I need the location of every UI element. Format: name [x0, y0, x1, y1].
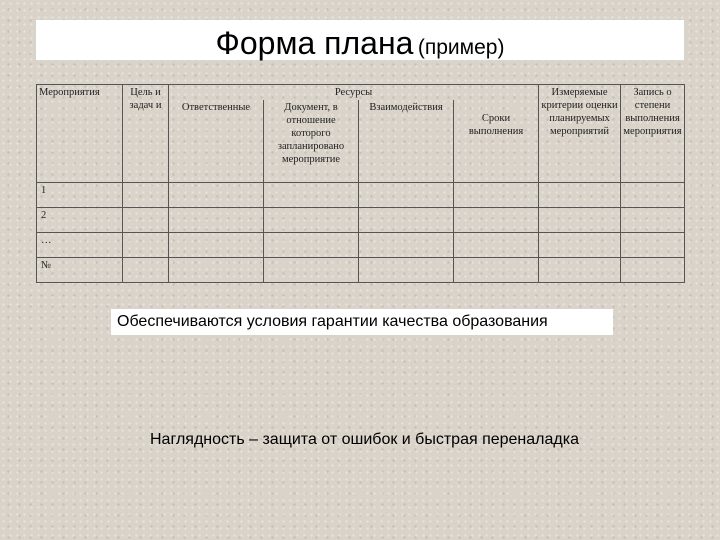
header-responsible: Ответственные	[169, 100, 264, 182]
header-event: Мероприятия	[37, 85, 123, 183]
row-number: №	[37, 257, 123, 282]
quality-note: Обеспечиваются условия гарантии качества образования	[111, 309, 613, 335]
row-number: 1	[37, 182, 123, 207]
title-main: Форма плана	[215, 25, 414, 61]
header-document: Документ, в отношение которого запланировано мероприятие	[264, 100, 359, 182]
slide-title	[36, 20, 684, 60]
header-resources: Ресурсы	[169, 85, 539, 101]
header-row-1	[37, 85, 685, 101]
header-criteria: Измеряемые критерии оценки планируемых мероприятий	[539, 85, 621, 183]
row-number: …	[37, 232, 123, 257]
title-sub: (пример)	[417, 36, 505, 59]
table-row	[37, 182, 685, 207]
table-row	[37, 207, 685, 232]
header-record: Запись о степени выполнения мероприятия	[621, 85, 685, 183]
plan-form-table	[36, 84, 685, 283]
visibility-note: Наглядность – защита от ошибок и быстрая переналадка	[150, 431, 579, 448]
row-number: 2	[37, 207, 123, 232]
table-row	[37, 232, 685, 257]
header-goal: Цель и задач и	[123, 85, 169, 183]
header-deadlines: Сроки выполнения	[454, 100, 539, 182]
table-row	[37, 257, 685, 282]
header-interaction: Взаимодействия	[359, 100, 454, 182]
